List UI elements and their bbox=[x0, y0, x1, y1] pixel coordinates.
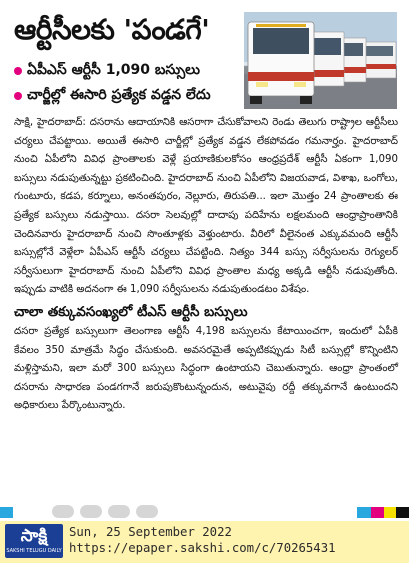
registration-mark bbox=[80, 505, 102, 518]
article-paragraph: సాక్షి, హైదరాబాద్: దసరాను ఆదాయానికి ఆసరాగా చేసుకోవాలని రెండు తెలుగు రాష్ట్రాల ఆర్టీసీలు చర్యలు చేపట్టాయి. అయితే ఈసారి చార్జీల్లో ప్రత్యేక వడ్డన లేకపోవడం గమనార్హం. హైదరాబాద్ నుంచి ఏపీలోని వివిధ ప్రాంతాలకు వెళ్లే ప్రయాణికులకోసం ఆంధ్రప్రదేశ్ ఆర్టీసీ ఏకంగా 1,090 బస్సులు నడుపుతున్నట్టు ప్రకటించింది. హైదరాబాద్ నుంచి ఏపీలోని విజయవాడ, విశాఖ, ఒంగోలు, గుంటూరు, కడప, కర్నూలు, అనంతపురం, నెల్లూరు, తిరుపతి... ఇలా మొత్తం 24 ప్రాంతాలకు ఈ ప్రత్యేక బస్సులు నడుస్తాయి. దసరా సెలవుల్లో దాదాపు పదిహేను లక్షలమంది ఆంధ్రాప్రాంతానికి చెందినవారు హైదరాబాద్ నుంచి సొంతూళ్లకు వెళ్తుంటారు. వీరిలో వీలైనంత ఎక్కువమంది ఆర్టీసీ బస్సుల్లోనే వెళ్లేలా ఏపీఎస్ ఆర్టీసీ చర్యలు చేపట్టింది. నిత్యం 344 బస్సు సర్వీసులను రెగ్యులర్ సర్వీసులుగా హైదరాబాద్ నుంచి ఏపీలోని వివిధ ప్రాంతాల మధ్య అక్కడి ఆర్టీసీ నడుపుతోంది. ఇప్పుడు వాటికి అదనంగా ఈ 1,090 సర్వీసులను నడుపుతుండటం విశేషం. bbox=[14, 117, 398, 296]
bullet-dot-icon bbox=[14, 92, 22, 100]
logo-subtext: SAKSHI TELUGU DAILY bbox=[6, 548, 62, 554]
article-body bbox=[14, 114, 398, 416]
color-bar-black bbox=[396, 507, 409, 518]
article-subheading: చాలా తక్కువసంఖ్యలో టీఎస్ ఆర్టీసీ బస్సులు bbox=[14, 303, 248, 320]
bullet-dot-icon bbox=[14, 67, 22, 75]
publication-date: Sun, 25 September 2022 bbox=[69, 525, 232, 539]
color-bar-cyan bbox=[357, 507, 371, 518]
registration-marks bbox=[52, 505, 158, 518]
color-bar-yellow bbox=[384, 507, 396, 518]
registration-mark bbox=[52, 505, 74, 518]
bullet-item bbox=[14, 58, 246, 83]
registration-mark bbox=[108, 505, 130, 518]
sakshi-logo bbox=[5, 524, 63, 558]
epaper-url-link[interactable]: https://epaper.sakshi.com/c/70265431 bbox=[69, 541, 336, 555]
bullet-text: చార్జీల్లో ఈసారి ప్రత్యేక వడ్డన లేదు bbox=[27, 87, 211, 103]
highlight-bullets bbox=[14, 58, 246, 108]
color-bar-magenta bbox=[371, 507, 384, 518]
article-paragraph: దసరా ప్రత్యేక బస్సులుగా తెలంగాణ ఆర్టీసీ 4,198 బస్సులను కేటాయించగా, ఇందులో ఏపీకి కేవలం 350 మాత్రమే సిద్ధం చేసుకుంది. అవసరమైతే అప్పటికప్పుడు సిటీ బస్సుల్లో కొన్నింటిని మళ్లిస్తామని, ఇలా మరో 300 బస్సులు సిద్ధంగా ఉంటాయని చెబుతున్నారు. ఆంధ్రా ప్రాంతంలో దసరాను సాధారణ పండగగానే జరుపుకొంటున్నందున, అటువైపు రద్దీ తక్కువగానే ఉంటుందని అధికారులు పేర్కొంటున్నారు. bbox=[14, 325, 398, 412]
article-headline: ఆర్టీసీలకు 'పండగే' bbox=[14, 13, 210, 46]
logo-text: సాక్షి bbox=[20, 526, 48, 546]
registration-mark bbox=[136, 505, 158, 518]
bullet-item bbox=[14, 83, 246, 108]
buses-photo bbox=[244, 12, 397, 109]
color-bar-cyan bbox=[0, 507, 13, 518]
bullet-text: ఏపీఎస్ ఆర్టీసీ 1,090 బస్సులు bbox=[27, 62, 200, 78]
buses-illustration-icon bbox=[244, 12, 397, 109]
